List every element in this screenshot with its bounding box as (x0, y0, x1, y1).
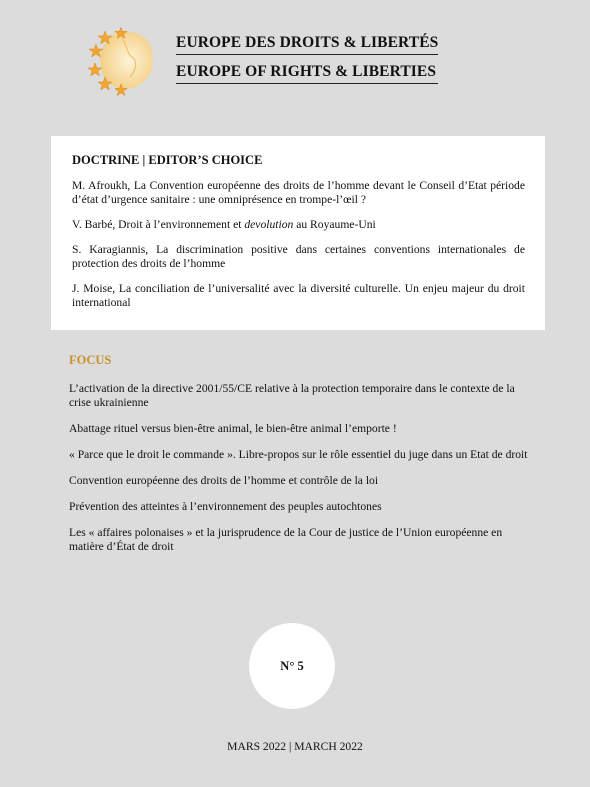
focus-item: Prévention des atteintes à l’environnement des peuples autochtones (69, 500, 382, 513)
focus-item: Abattage rituel versus bien-être animal, le bien-être animal l’emporte ! (69, 422, 397, 435)
masthead-title-fr: EUROPE DES DROITS & LIBERTÉS (176, 34, 438, 55)
doctrine-box (51, 136, 545, 330)
masthead-title-en: EUROPE OF RIGHTS & LIBERTIES (176, 63, 438, 84)
issue-number-badge (249, 623, 335, 709)
doctrine-item: J. Moise, La conciliation de l’universalité avec la diversité culturelle. Un enjeu majeur du droit international (72, 282, 525, 309)
focus-section (69, 352, 529, 566)
europe-stars-logo-icon (88, 27, 160, 97)
publication-date: MARS 2022 | MARCH 2022 (227, 740, 363, 753)
focus-item: L’activation de la directive 2001/55/CE relative à la protection temporaire dans le contexte de la crise ukrainienne (69, 382, 515, 409)
issue-number: N° 5 (280, 658, 304, 673)
doctrine-item: V. Barbé, Droit à l’environnement et devolution au Royaume-Uni (72, 218, 376, 231)
doctrine-item: M. Afroukh, La Convention européenne des droits de l’homme devant le Conseil d’Etat période d’état d’urgence sanitaire : une omniprésence en trompe-l’œil ? (72, 179, 525, 206)
doctrine-item: S. Karagiannis, La discrimination positive dans certaines conventions internationales de protection des droits de l’homme (72, 243, 525, 270)
masthead (176, 34, 438, 84)
focus-heading: FOCUS (69, 353, 112, 367)
focus-item: Les « affaires polonaises » et la jurisprudence de la Cour de justice de l’Union européenne en matière d’État de droit (69, 526, 503, 553)
focus-item: « Parce que le droit le commande ». Libre-propos sur le rôle essentiel du juge dans un Etat de droit (69, 448, 528, 461)
focus-item: Convention européenne des droits de l’homme et contrôle de la loi (69, 474, 379, 487)
doctrine-heading: DOCTRINE | EDITOR’S CHOICE (72, 153, 263, 167)
